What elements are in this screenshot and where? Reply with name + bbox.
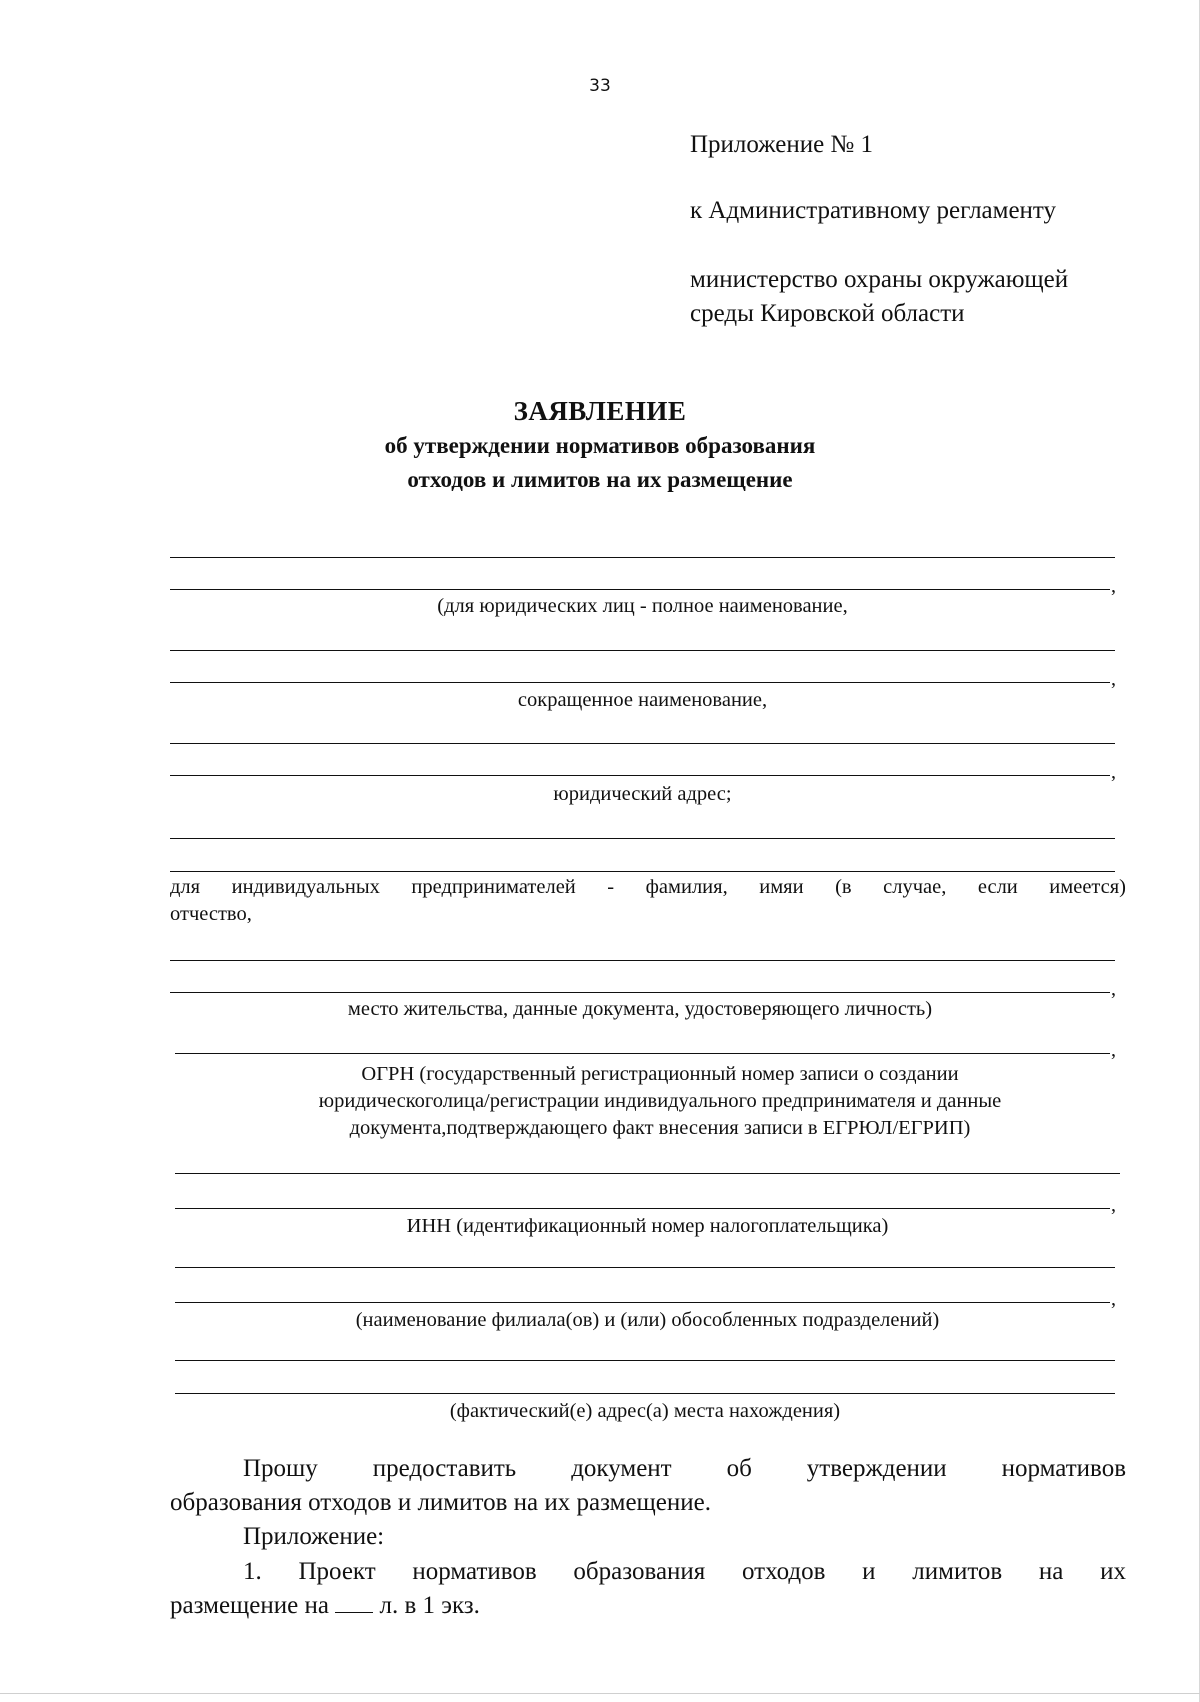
line-comma: ,: [1111, 978, 1116, 1000]
caption-residence: место жительства, данные документа, удостоверяющего личность): [347, 998, 933, 1020]
attachments-label: Приложение:: [243, 1523, 385, 1550]
line-comma: ,: [1111, 1194, 1116, 1216]
caption-ip-line1: для индивидуальных предпринимателей - фамилия, имяи (в случае, если имеется): [170, 876, 1126, 898]
request-line1: Прошу предоставить документ об утверждении нормативов: [243, 1455, 1126, 1482]
fill-line: [170, 775, 1110, 776]
line-comma: ,: [1111, 1039, 1116, 1061]
caption-short-name: сокращенное наименование,: [517, 689, 768, 711]
fill-line: [170, 557, 1115, 558]
appendix-ministry-line1: министерство охраны окружающей: [690, 266, 1069, 293]
line-comma: ,: [1111, 668, 1116, 690]
line-comma: ,: [1111, 1288, 1116, 1310]
fill-line: [170, 682, 1110, 683]
attachment-item1-end: л. в 1 экз.: [379, 1592, 480, 1619]
attachment-item1-line2: [170, 1589, 1126, 1623]
fill-line: [175, 1393, 1115, 1394]
request-line2: образования отходов и лимитов на их размещение.: [170, 1489, 711, 1516]
title-main: ЗАЯВЛЕНИЕ: [513, 396, 687, 426]
caption-branches: (наименование филиала(ов) и (или) обособленных подразделений): [355, 1309, 940, 1331]
fill-line: [175, 1360, 1115, 1361]
sheet-count-blank: [335, 1590, 373, 1613]
scan-edge-bottom: [0, 1693, 1200, 1694]
fill-line: [170, 650, 1115, 651]
fill-line: [170, 838, 1115, 839]
fill-line: [170, 960, 1115, 961]
fill-line: [170, 589, 1110, 590]
fill-line: [170, 992, 1110, 993]
caption-ogrn-line2: юридическоголица/регистрации индивидуального предпринимателя и данные: [318, 1090, 1002, 1112]
fill-line: [175, 1208, 1110, 1209]
fill-line: [170, 743, 1115, 744]
attachment-item1-line1: 1. Проект нормативов образования отходов и лимитов на их: [243, 1558, 1126, 1585]
fill-line: [175, 1053, 1110, 1054]
document-title: [0, 393, 1200, 497]
line-comma: ,: [1111, 761, 1116, 783]
fill-line: [170, 871, 1115, 872]
title-sub-line1: об утверждении нормативов образования: [384, 433, 816, 458]
appendix-ministry-line2: среды Кировской области: [690, 300, 965, 327]
caption-ogrn-line3: документа,подтверждающего факт внесения записи в ЕГРЮЛ/ЕГРИП): [349, 1117, 971, 1139]
line-comma: ,: [1111, 575, 1116, 597]
caption-actual-address: (фактический(е) адрес(а) места нахождения): [449, 1400, 841, 1422]
attachment-item1-start: размещение на: [170, 1592, 329, 1619]
page-number: 33: [589, 76, 611, 96]
fill-line: [175, 1302, 1110, 1303]
fill-line: [175, 1173, 1120, 1174]
caption-ogrn-line1: ОГРН (государственный регистрационный номер записи о создании: [361, 1063, 959, 1085]
caption-legal-address: юридический адрес;: [553, 783, 732, 805]
caption-full-name: (для юридических лиц - полное наименование,: [437, 595, 848, 617]
fill-line: [175, 1267, 1115, 1268]
appendix-regulation: к Административному регламенту: [690, 197, 1057, 224]
caption-ip-line2: отчество,: [170, 903, 252, 925]
appendix-number: Приложение № 1: [690, 131, 874, 158]
caption-inn: ИНН (идентификационный номер налогоплательщика): [406, 1215, 889, 1237]
title-sub-line2: отходов и лимитов на их размещение: [407, 467, 793, 492]
